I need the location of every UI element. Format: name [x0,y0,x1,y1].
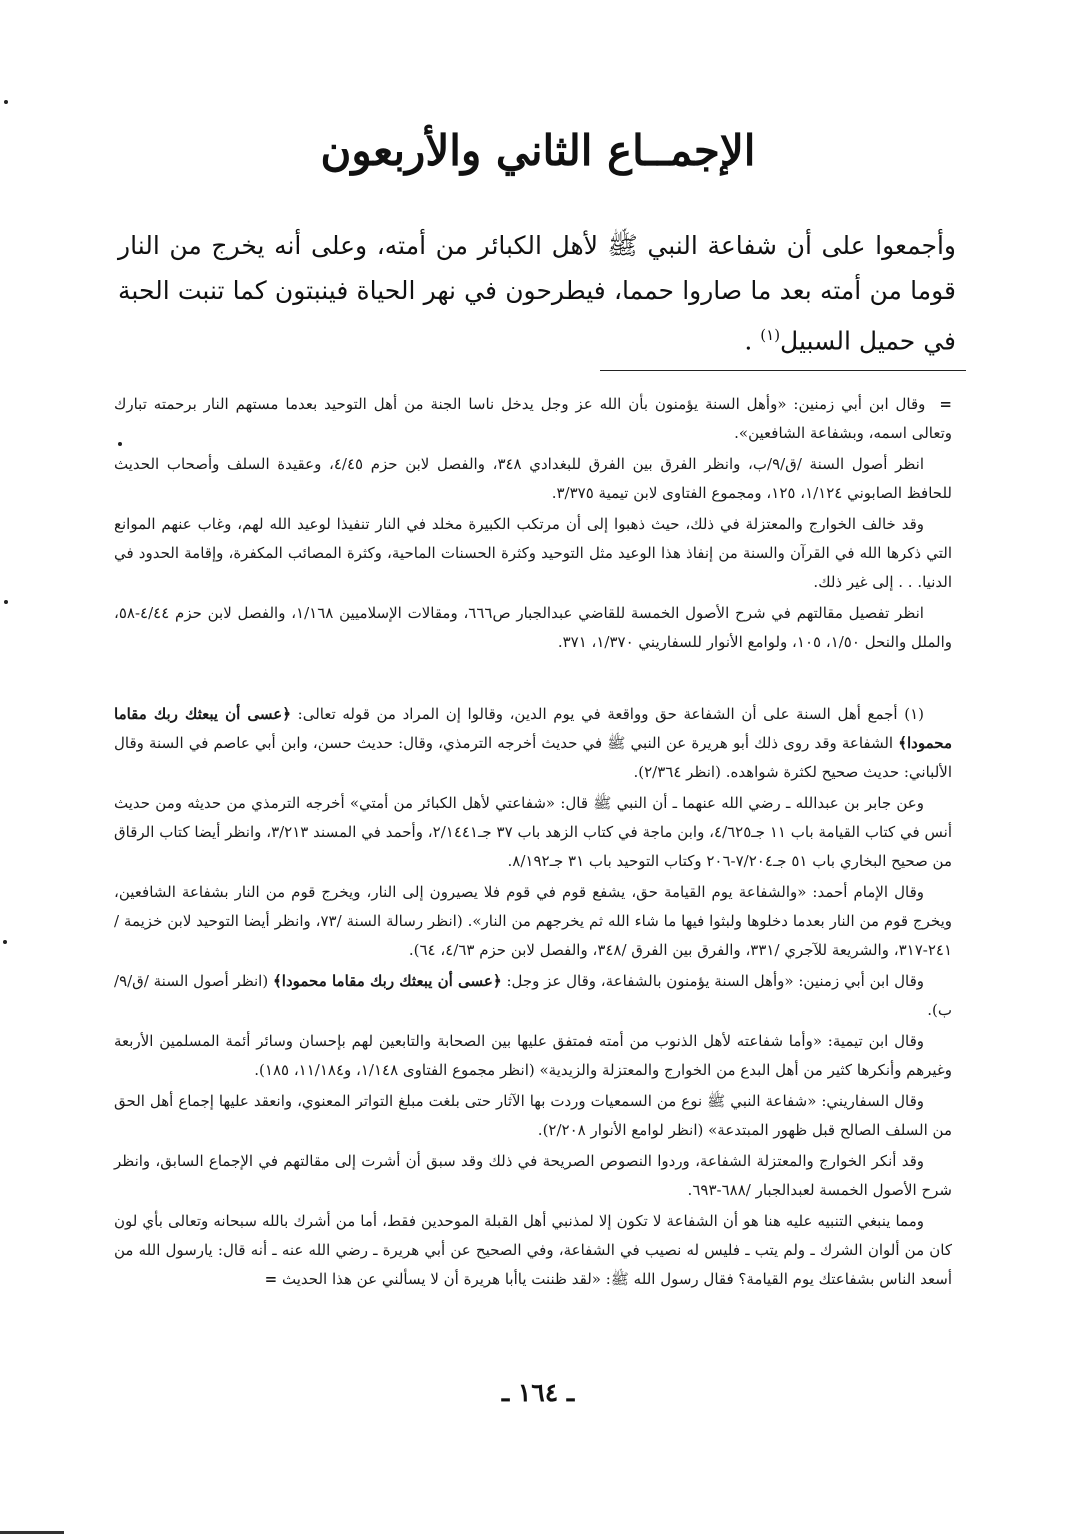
scan-speck [3,940,7,944]
main-text [118,223,956,363]
continued-note-paragraph: =وقال ابن أبي زمنين: «وأهل السنة يؤمنون بأن الله عز وجل يدخل ناسا الجنة من أهل التوحيد بعدما مستهم النار برحمته تبارك وتعالى اسمه، وبشفاعة الشافعين». [114,395,952,442]
scan-speck [4,100,8,104]
footnote-paragraph: وقال ابن تيمية: «وأما شفاعته لأهل الذنوب من أمته فمتفق عليها بين الصحابة والتابعين لهم بإحسان وسائر أئمة المسلمين الأربعة وغيرهم وأنكرها كثير من أهل البدع من الخوارج والمعتزلة والزيدية» (انظر مجموع الفتاوى ١/١٤٨، و١١/١٨٤، ١٨٥). [114,1032,952,1079]
continuation-sign: = [939,395,952,413]
footnote [114,700,952,1296]
continued-note-paragraph: انظر أصول السنة /ق/٩/ب، وانظر الفرق بين الفرق للبغدادي ٣٤٨، والفصل لابن حزم ٤/٤٥، وعقيدة السلف وأصحاب الحديث للحافظ الصابوني ١/١٢٤، ١٢٥، ومجموع الفتاوى لابن تيمية ٣/٣٧٥. [114,455,952,502]
quran-verse: ﴿عسى أن يبعثك ربك مقاما محمودا﴾ [272,972,502,990]
continued-note [114,390,952,659]
continued-note-paragraph: وقد خالف الخوارج والمعتزلة في ذلك، حيث ذهبوا إلى أن مرتكب الكبيرة مخلد في النار تنفيذا لوعيد الله لهم، وغاب عنهم الموانع التي ذكرها الله في القرآن والسنة من إنفاذ هذا الوعيد مثل التوحيد وكثرة الحسنات الماحية، وكثرة المصائب المكفرة، وإقامة الحدود في الدنيا. . . إلى غير ذلك. [114,515,952,591]
main-text-body: وأجمعوا على أن شفاعة النبي ﷺ لأهل الكبائر من أمته، وعلى أنه يخرج من النار قوما من أمته بعد ما صاروا حمما، فيطرحون في نهر الحياة فينبتون كما تنبت الحبة في حميل السبيل [118,231,956,356]
scan-speck [4,600,8,604]
footnote-paragraph: ومما ينبغي التنبيه عليه هنا هو أن الشفاعة لا تكون إلا لمذنبي أهل القبلة الموحدين فقط، أما من أشرك بالله سبحانه وتعالى بأي لون كان من ألوان الشرك ـ ولم يتب ـ فليس له نصيب في الشفاعة، وفي الصحيح عن أبي هريرة ـ رضي الله عنه ـ أنه قال: يارسول الله من أسعد الناس بشفاعتك يوم القيامة؟ فقال رسول الله ﷺ: «لقد ظننت ياأبا هريرة أن لا يسألني عن هذا الحديث = [114,1212,952,1288]
footnote-paragraph: وعن جابر بن عبدالله ـ رضي الله عنهما ـ أن النبي ﷺ قال: «شفاعتي لأهل الكبائر من أمتي» أخرجه الترمذي من حديثه ومن حديث أنس في كتاب القيامة باب ١١ جـ٤/٦٢٥، وابن ماجة في كتاب الزهد باب ٣٧ جـ٢/١٤٤١، وأحمد في المسند ٣/٢١٣، وانظر أيضا كتاب الرقاق من صحيح البخاري باب ٥١ جـ٧/٢٠٤-٢٠٦ وكتاب التوحيد باب ٣١ جـ٨/١٩٢. [114,794,953,870]
footnote-paragraph: وقال السفاريني: «شفاعة النبي ﷺ نوع من السمعيات وردت بها الآثار حتى بلغت مبلغ التواتر المعنوي، وانعقد عليها إجماع أهل الحق من السلف الصالح قبل ظهور المبتدعة» (انظر لوامع الأنوار ٢/٢٠٨). [114,1092,952,1139]
main-separator-rule [600,370,966,371]
continuation-sign: = [264,1270,278,1288]
page-title: الإجمــاع الثاني والأربعون [320,126,756,175]
footnote-paragraph: (١) أجمع أهل السنة على أن الشفاعة حق وواقعة في يوم الدين، وقالوا إن المراد من قوله تعالى: ﴿عسى أن يبعثك ربك مقاما محمودا﴾ الشفاعة وقد روى ذلك أبو هريرة عن النبي ﷺ في حديث أخرجه الترمذي، وقال: حديث حسن، وابن أبي عاصم في السنة وقال الألباني: حديث صحيح لكثرة شواهده. (انظر ٢/٣٦٤). [114,705,952,781]
scan-edge-mark [0,1531,64,1534]
scan-speck [118,442,122,446]
footnote-marker: (١) [760,326,781,344]
footnote-paragraph: وقال ابن أبي زمنين: «وأهل السنة يؤمنون بالشفاعة، وقال عز وجل: ﴿عسى أن يبعثك ربك مقاما محمودا﴾ (انظر أصول السنة /ق/٩/ب). [114,972,952,1019]
footnote-paragraph: وقد أنكر الخوارج والمعتزلة الشفاعة، وردوا النصوص الصريحة في ذلك وقد سبق أن أشرت إلى مقالتهم في الإجماع السابق، وانظر شرح الأصول الخمسة لعبدالجبار /٦٨٨-٦٩٣. [114,1152,952,1199]
page-number: ـ ١٦٤ ـ [501,1378,575,1407]
quran-verse: ﴿عسى أن يبعثك ربك مقاما محمودا﴾ [114,705,952,752]
continued-note-paragraph: انظر تفصيل مقالتهم في شرح الأصول الخمسة للقاضي عبدالجبار ص٦٦٦، ومقالات الإسلاميين ١/١٦٨، والفصل لابن حزم ٤/٤٤-٥٨، والملل والنحل ١/٥٠، ١٠٥، ولوامع الأنوار للسفاريني ١/٣٧٠، ٣٧١. [114,604,952,651]
main-text-end: . [744,326,753,356]
footnote-paragraph: وقال الإمام أحمد: «والشفاعة يوم القيامة حق، يشفع قوم في قوم فلا يصيرون إلى النار، ويخرج قوم من النار بشفاعة الشافعين، ويخرج قوم من النار بعدما دخلوها ولبثوا فيها ما شاء الله ثم يخرجهم من النار». (انظر رسالة السنة /٧٣، وانظر أيضا التوحيد لابن خزيمة /٢٤١-٣١٧، والشريعة للآجري /٣٣١، والفرق بين الفرق /٣٤٨، والفصل لابن حزم ٤/٦٣، ٦٤). [114,883,952,959]
